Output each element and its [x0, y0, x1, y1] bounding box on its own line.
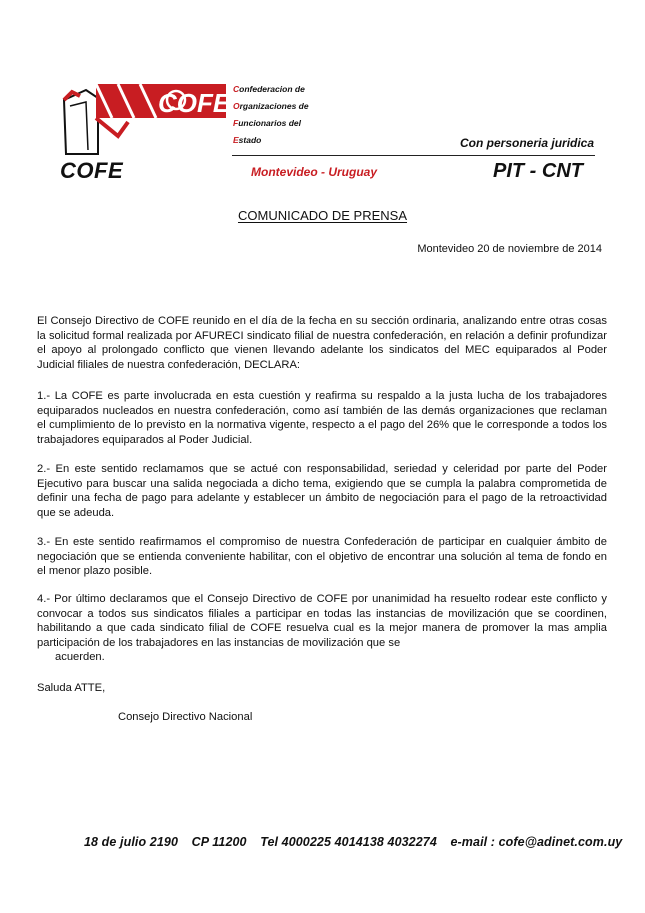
point-4-last-line: acuerden.	[55, 651, 105, 664]
signature-block: Consejo Directivo Nacional	[118, 711, 253, 723]
point-3-paragraph: 3.- En este sentido reafirmamos el compromiso de nuestra Confederación de participar en cualquier ámbito de negociación que se entienda conveniente habilitar, con el objetivo de encontrar una solución al tema de fondo en el menor plazo posible.	[37, 536, 607, 578]
footer-postal-code: CP 11200	[191, 835, 247, 849]
city-label: Montevideo - Uruguay	[251, 165, 378, 179]
organization-acronym: COFE	[60, 158, 124, 183]
point-4-paragraph	[37, 592, 607, 665]
document-title: COMUNICADO DE PRENSA	[237, 208, 408, 223]
org-name-line-3: Funcionarios del	[233, 118, 302, 128]
intro-paragraph: El Consejo Directivo de COFE reunido en el día de la fecha en su sección ordinaria, analizando entre otras cosas la solicitud formal realizada por AFURECI sindicato filial de nuestra confederación, en relación a definir profundizar el apoyo al prolongado conflicto que vienen llevando adelante los sindicatos del MEC equiparados al Poder Judicial filiales de nuestra confederación, DECLARA:	[37, 315, 607, 371]
closing-salutation: Saluda ATTE,	[37, 682, 106, 694]
affiliation-label: PIT - CNT	[493, 160, 583, 182]
point-1-paragraph: 1.- La COFE es parte involucrada en esta cuestión y reafirma su respaldo a la justa lucha de los trabajadores equiparados nucleados en nuestra confederación, como así también de las demás organizaciones que reclaman el cumplimiento de lo previsto en la normativa vigente, respecto a el pago del 26% que le corresponde a todos los trabajadores equiparados al Poder Judicial.	[37, 390, 607, 446]
cofe-logo	[58, 76, 248, 156]
logo-arm-shape	[64, 90, 98, 154]
footer-phones: Tel 4000225 4014138 4032274	[260, 835, 437, 849]
org-name-line-1: Confederacion de	[233, 84, 305, 94]
logo-wordmark: COFE	[158, 88, 231, 118]
footer-email: e-mail : cofe@adinet.com.uy	[450, 835, 623, 849]
document-date: Montevideo 20 de noviembre de 2014	[417, 243, 602, 255]
point-2-paragraph: 2.- En este sentido reclamamos que se actué con responsabilidad, seriedad y celeridad por parte del Poder Ejecutivo para buscar una salida negociada a dicho tema, exigiendo que se cumpla la palabra comprometida de definir una fecha de pago para adelante y establecer un ámbito de negociación para el pago de la retroactividad que se adeuda.	[37, 463, 607, 519]
point-4-text: 4.- Por último declaramos que el Consejo Directivo de COFE por unanimidad ha resuelto rodear este conflicto y convocar a todos sus sindicatos filiales a participar en todas las instancias de movilización que se coordinen, habilitando a que cada sindicato filial de COFE resuelva cual es la mejor manera de promover la mas amplia participación de los trabajadores en las instancias de movilización que se	[37, 593, 607, 649]
footer-contact	[84, 835, 632, 849]
org-name-line-2: Organizaciones de	[233, 101, 309, 111]
footer-address: 18 de julio 2190	[84, 835, 179, 849]
legal-status-label: Con personeria juridica	[460, 136, 595, 150]
header-divider	[232, 155, 595, 156]
org-name-line-4: Estado	[233, 135, 262, 145]
